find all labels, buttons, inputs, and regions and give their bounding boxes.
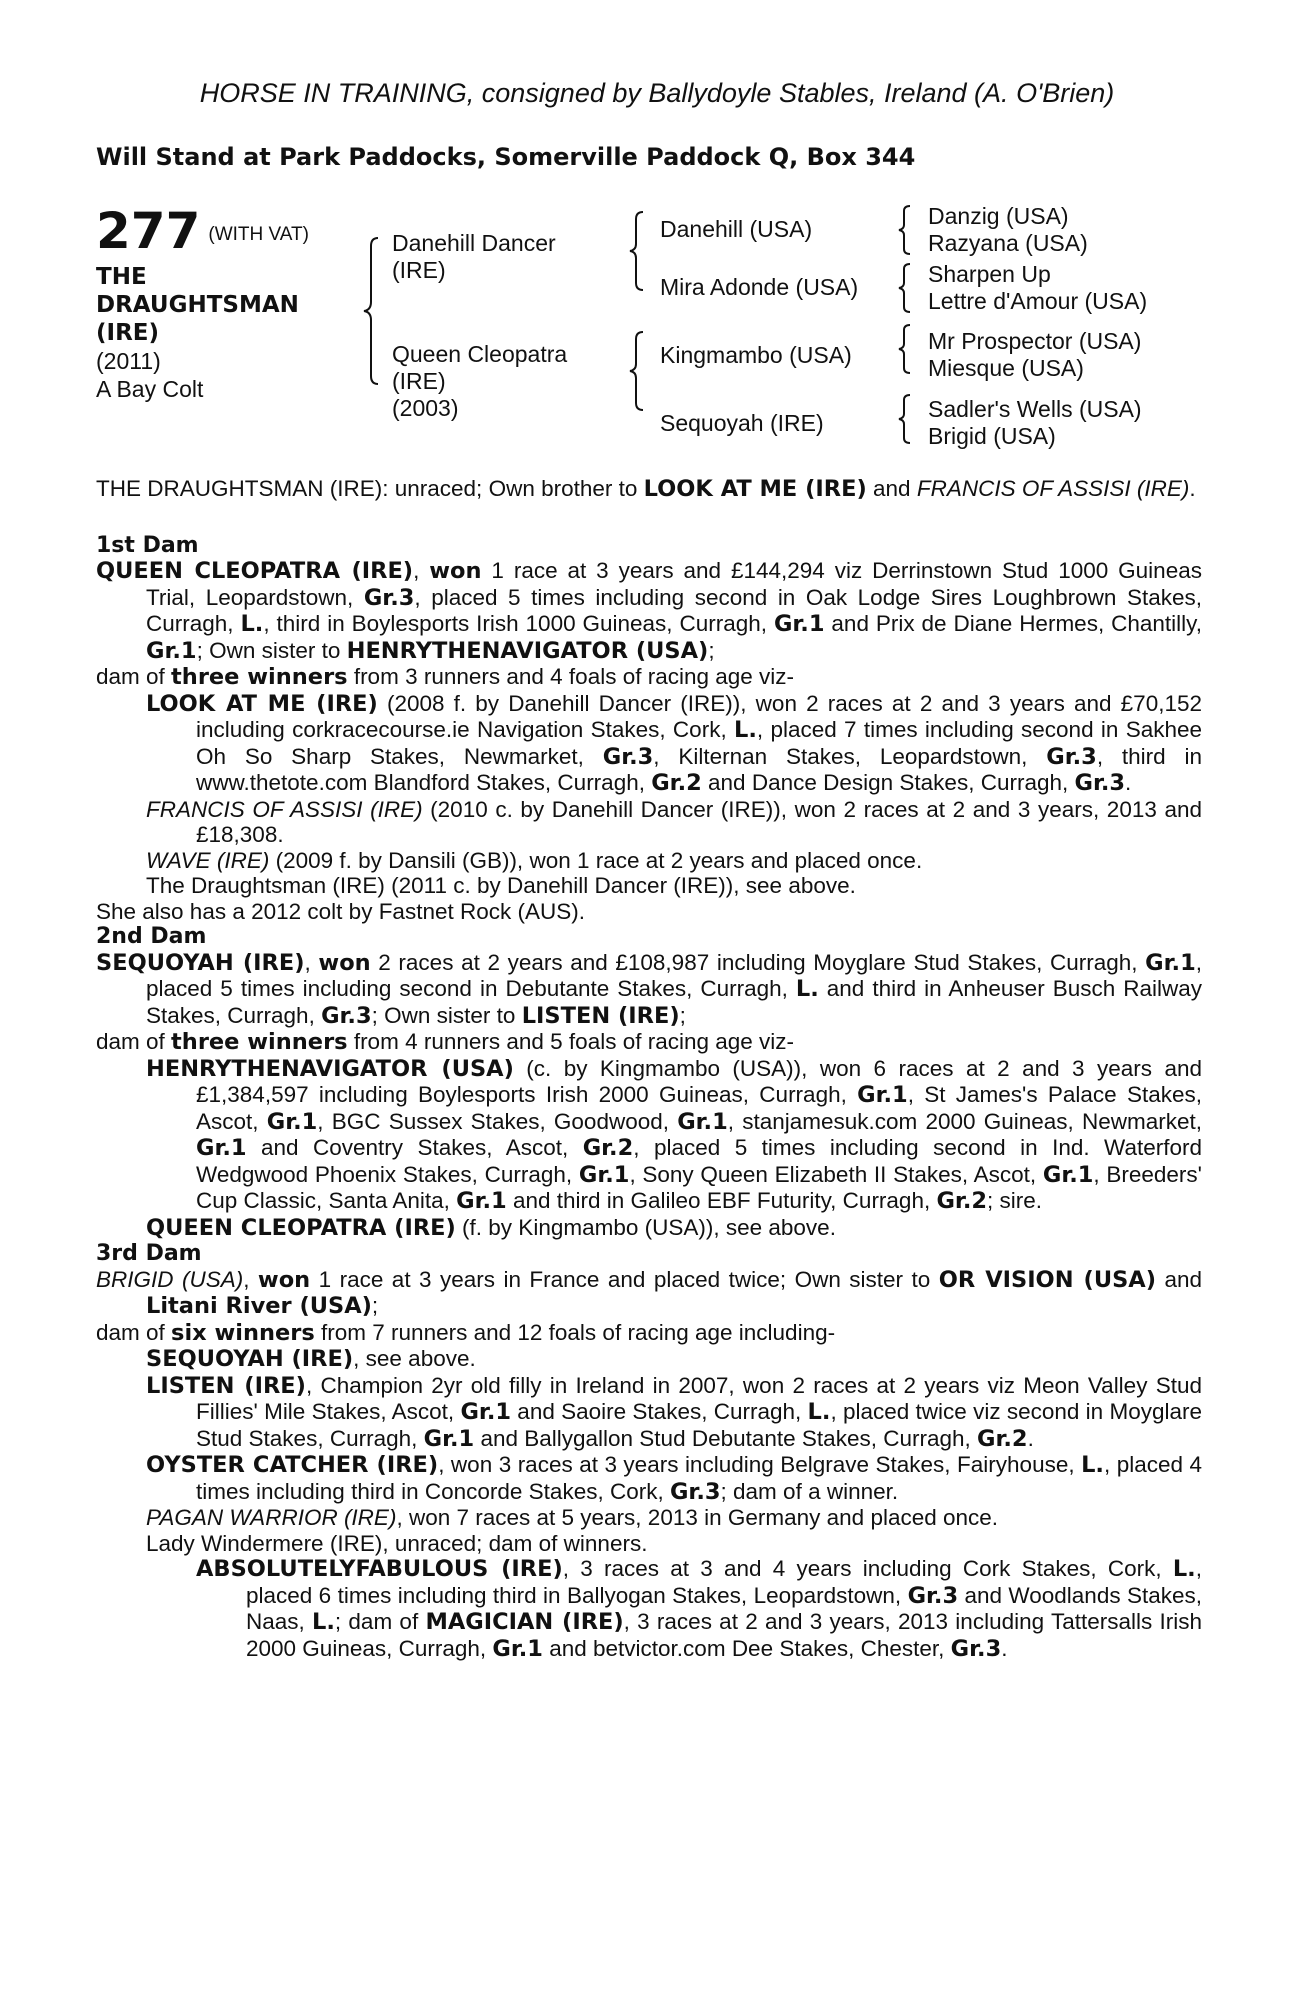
pedigree-dam [392, 341, 567, 422]
produce-entry: LOOK AT ME (IRE) (2008 f. by Danehill Dancer (IRE)), won 2 races at 2 and 3 years and £70,152 including corkracecourse.ie Navigation Stakes, Cork, L., placed 7 times including second in Sakhee Oh So Sharp Stakes, Newmarket, Gr.3, Kilternan Stakes, Leopardstown, Gr.3, third in www.thetote.com Blandford Stakes, Curragh, Gr.2 and Dance Design Stakes, Curragh, Gr.3. [146, 690, 1203, 796]
pedigree-dam-year: (2003) [392, 395, 459, 421]
foaling-year: (2011) [96, 348, 161, 374]
pedigree-brace-sd [896, 262, 914, 314]
produce-entry: FRANCIS OF ASSISI (IRE) (2010 c. by Danehill Dancer (IRE)), won 2 races at 2 and 3 years, 2013 and £18,308. [146, 796, 1202, 847]
pedigree-ancestor: Brigid (USA) [928, 423, 1056, 449]
pedigree-ancestor: Danzig (USA) [928, 203, 1069, 229]
horse-description: A Bay Colt [96, 376, 204, 402]
horse-name-line: (IRE) [96, 320, 160, 346]
section-heading: 3rd Dam [96, 1241, 202, 1266]
pedigree-brace-ss [896, 204, 914, 256]
horse-name [96, 263, 346, 347]
lot-info [96, 202, 346, 403]
dam-paragraph: BRIGID (USA), won 1 race at 3 years in France and placed twice; Own sister to OR VISION (USA) and Litani River (USA); [96, 1266, 1203, 1319]
pedigree-ancestor: Razyana (USA) [928, 230, 1088, 256]
stand-location: Will Stand at Park Paddocks, Somerville Paddock Q, Box 344 [96, 143, 916, 171]
lot-number-line [96, 202, 346, 260]
produce-entry: SEQUOYAH (IRE), see above. [146, 1346, 476, 1372]
produce-entry: WAVE (IRE) (2009 f. by Dansili (GB)), won 1 race at 2 years and placed once. [146, 847, 923, 873]
dam-paragraph: SEQUOYAH (IRE), won 2 races at 2 years and £108,987 including Moyglare Stud Stakes, Curragh, Gr.1, placed 5 times including second in Debutante Stakes, Curragh, L. and third in Anheuser Busch Railway Stakes, Curragh, Gr.3; Own sister to LISTEN (IRE); [96, 949, 1202, 1029]
produce-summary: dam of three winners from 4 runners and 5 foals of racing age viz- [96, 1029, 795, 1055]
pedigree-brace-ds [896, 323, 914, 375]
produce-summary: dam of three winners from 3 runners and 4 foals of racing age viz- [96, 664, 795, 690]
produce-summary: dam of six winners from 7 runners and 12 foals of racing age including- [96, 1319, 836, 1346]
section-heading: 1st Dam [96, 532, 199, 558]
catalogue-body [96, 476, 1202, 1662]
pedigree-brace-dd [896, 393, 914, 445]
lot-number: 277 [96, 202, 201, 260]
pedigree-gen3 [928, 328, 1141, 382]
pedigree-brace-main [362, 236, 382, 386]
dam-paragraph: QUEEN CLEOPATRA (IRE), won 1 race at 3 years and £144,294 viz Derrinstown Stud 1000 Guineas Trial, Leopardstown, Gr.3, placed 5 times including second in Oak Lodge Sires Loughbrown Stakes, Curragh, L., third in Boylesports Irish 1000 Guineas, Curragh, Gr.1 and Prix de Diane Hermes, Chantilly, Gr.1; Own sister to HENRYTHENAVIGATOR (USA); [96, 558, 1202, 664]
pedigree-ancestor: Lettre d'Amour (USA) [928, 288, 1148, 314]
section-heading: 2nd Dam [96, 924, 207, 949]
page-title: HORSE IN TRAINING, consigned by Ballydoyle Stables, Ireland (A. O'Brien) [199, 78, 1115, 108]
pedigree-dam-dam: Sequoyah (IRE) [660, 410, 824, 436]
produce-entry: HENRYTHENAVIGATOR (USA) (c. by Kingmambo (USA)), won 6 races at 2 and 3 years and £1,384,597 including Boylesports Irish 2000 Guineas, Curragh, Gr.1, St James's Palace Stakes, Ascot, Gr.1, BGC Sussex Stakes, Goodwood, Gr.1, stanjamesuk.com 2000 Guineas, Newmarket, Gr.1 and Coventry Stakes, Ascot, Gr.2, placed 5 times including second in Ind. Waterford Wedgwood Phoenix Stakes, Curragh, Gr.1, Sony Queen Elizabeth II Stakes, Ascot, Gr.1, Breeders' Cup Classic, Santa Anita, Gr.1 and third in Galileo EBF Futurity, Curragh, Gr.2; sire. [146, 1055, 1203, 1214]
pedigree-sire-sire: Danehill (USA) [660, 216, 813, 242]
pedigree-gen3 [928, 203, 1088, 257]
pedigree-dam-country: (IRE) [392, 368, 446, 394]
pedigree-dam-name: Queen Cleopatra [392, 341, 568, 367]
pedigree-brace-dam [627, 330, 647, 412]
pedigree-sire [392, 230, 556, 284]
produce-note: She also has a 2012 colt by Fastnet Rock (AUS). [96, 898, 585, 924]
pedigree-sire-dam: Mira Adonde (USA) [660, 274, 859, 300]
horse-name-line: THE [96, 264, 147, 290]
produce-entry: PAGAN WARRIOR (IRE), won 7 races at 5 years, 2013 in Germany and placed once. [146, 1505, 999, 1530]
intro-paragraph: THE DRAUGHTSMAN (IRE): unraced; Own brother to LOOK AT ME (IRE) and FRANCIS OF ASSISI (IRE). [96, 476, 1196, 502]
pedigree-ancestor: Sadler's Wells (USA) [928, 396, 1142, 422]
horse-name-line: DRAUGHTSMAN [96, 292, 299, 318]
produce-entry: OYSTER CATCHER (IRE), won 3 races at 3 years including Belgrave Stakes, Fairyhouse, L., placed 4 times including third in Concorde Stakes, Cork, Gr.3; dam of a winner. [146, 1452, 1203, 1505]
pedigree-brace-sire [627, 210, 647, 292]
pedigree-gen3 [928, 261, 1147, 315]
produce-entry: Lady Windermere (IRE), unraced; dam of winners. [146, 1530, 648, 1556]
pedigree-ancestor: Miesque (USA) [928, 355, 1084, 381]
produce-entry: The Draughtsman (IRE) (2011 c. by Danehill Dancer (IRE)), see above. [146, 873, 856, 898]
produce-entry: LISTEN (IRE), Champion 2yr old filly in Ireland in 2007, won 2 races at 2 years viz Meon Valley Stud Fillies' Mile Stakes, Ascot, Gr.1 and Saoire Stakes, Curragh, L., placed twice viz second in Moyglare Stud Stakes, Curragh, Gr.1 and Ballygallon Stud Debutante Stakes, Curragh, Gr.2. [146, 1372, 1202, 1452]
pedigree-ancestor: Sharpen Up [928, 261, 1051, 287]
pedigree-dam-sire: Kingmambo (USA) [660, 342, 852, 368]
pedigree-sire-country: (IRE) [392, 257, 446, 283]
produce-sub-entry: ABSOLUTELYFABULOUS (IRE), 3 races at 3 and 4 years including Cork Stakes, Cork, L., placed 6 times including third in Ballyogan Stakes, Leopardstown, Gr.3 and Woodlands Stakes, Naas, L.; dam of MAGICIAN (IRE), 3 races at 2 and 3 years, 2013 including Tattersalls Irish 2000 Guineas, Curragh, Gr.1 and betvictor.com Dee Stakes, Chester, Gr.3. [196, 1556, 1203, 1662]
pedigree-ancestor: Mr Prospector (USA) [928, 328, 1142, 354]
pedigree-sire-name: Danehill Dancer [392, 230, 556, 256]
vat-note: (WITH VAT) [208, 224, 309, 245]
produce-entry: QUEEN CLEOPATRA (IRE) (f. by Kingmambo (USA)), see above. [146, 1214, 836, 1241]
pedigree-gen3 [928, 396, 1142, 450]
